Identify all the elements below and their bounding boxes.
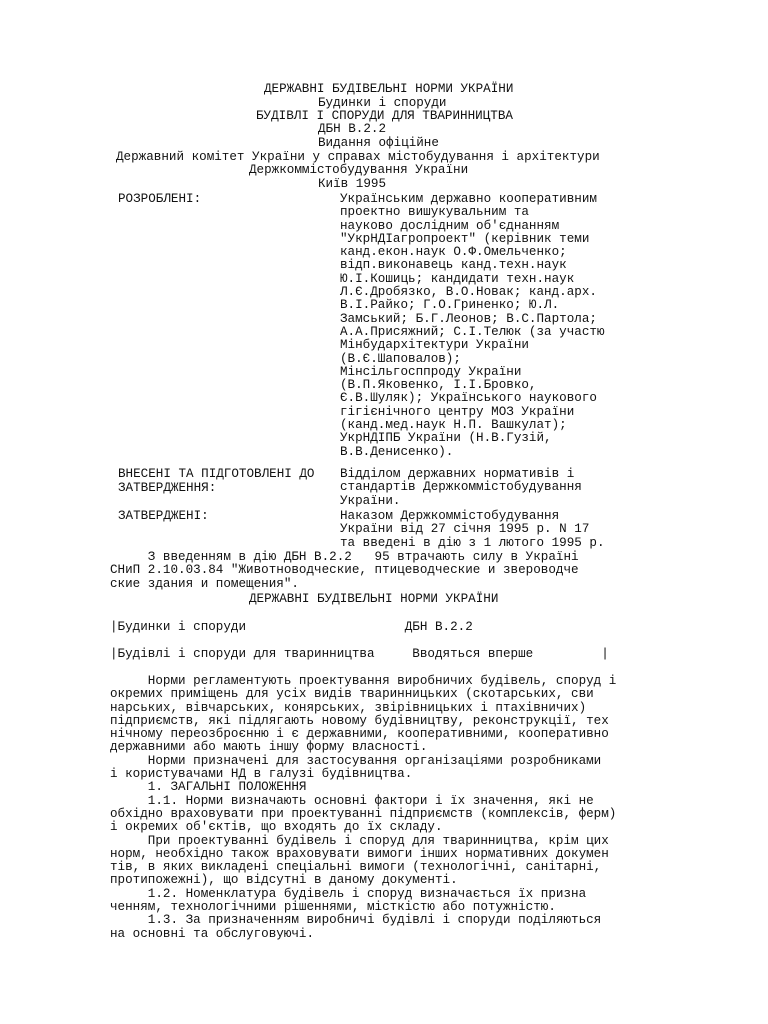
- body-line: Норми регламентують проектування виробничих будівель, споруд і: [110, 674, 617, 688]
- developers-label: РОЗРОБЛЕНІ:: [118, 192, 202, 206]
- approved-line: України від 27 січня 1995 р. N 17: [340, 522, 590, 537]
- body-line: окремих приміщень для усіх видів тваринницьких (скотарських, сви: [110, 687, 594, 702]
- developers-line: Є.В.Шуляк); Українського наукового: [340, 391, 597, 406]
- body-line: норм, необхідно також враховувати вимоги інших нормативних докумен: [110, 846, 609, 861]
- developers-line: В.В.Денисенко).: [340, 444, 454, 459]
- body-line: обхідно враховувати при проектуванні підприємств (комплексів, ферм): [110, 806, 617, 821]
- developers-line: Українським державно кооперативним: [340, 192, 597, 206]
- submitted-label-2: ЗАТВЕРДЖЕННЯ:: [118, 481, 217, 495]
- body-line: підприємств, які підлягають новому будівництву, реконструкції, тех: [110, 713, 609, 728]
- body-line: 1.2. Номенклатура будівель і споруд визначається їх призна: [110, 886, 587, 901]
- section-heading: 1. ЗАГАЛЬНІ ПОЛОЖЕННЯ: [110, 780, 307, 795]
- body-line: Норми призначені для застосування організаціями розробниками: [110, 753, 602, 768]
- developers-line: гігієнічного центру МОЗ України: [340, 404, 575, 419]
- submitted-label-1: ВНЕСЕНІ ТА ПІДГОТОВЛЕНІ ДО: [118, 467, 315, 481]
- developers-line: (канд.мед.наук Н.П. Вашкулат);: [340, 418, 567, 433]
- replacement-line: СНиП 2.10.03.84 "Животноводческие, птицеводческие и звероводче: [110, 563, 579, 578]
- replacement-line: З введенням в дію ДБН В.2.2 95 втрачають силу в Україні: [110, 550, 579, 564]
- developers-block: [340, 193, 605, 459]
- replacement-note: [110, 551, 579, 591]
- submitted-line: України.: [340, 493, 401, 508]
- submitted-line: Відділом державних нормативів і: [340, 467, 575, 481]
- document-subtitle: Будинки і споруди: [318, 96, 447, 110]
- submitted-line: стандартів Держкоммістобудування: [340, 480, 582, 495]
- developers-line: Замський; Б.Г.Леонов; В.С.Партола;: [340, 311, 597, 326]
- submitted-block: [340, 468, 582, 508]
- committee-line-1: Державний комітет України у справах містобудування і архітектури: [116, 150, 600, 164]
- body-text: [110, 675, 616, 941]
- table-row-buildings: |Будинки і споруди ДБН В.2.2: [110, 620, 473, 634]
- developers-line: Мінсільгосппроду України: [340, 364, 522, 379]
- approved-line: Наказом Держкоммістобудування: [340, 509, 560, 523]
- table-row-livestock: |Будівлі і споруди для тваринництва Вводяться вперше |: [110, 647, 609, 661]
- developers-line: проектно вишукувальним та: [340, 205, 529, 220]
- developers-line: УкрНДІПБ України (Н.В.Гузій,: [340, 431, 552, 446]
- developers-line: Мінбудархітектури України: [340, 338, 529, 353]
- developers-line: "УкрНДІагропроект" (керівник теми: [340, 231, 590, 246]
- developers-line: В.І.Райко; Г.О.Гриненко; Ю.Л.: [340, 298, 560, 313]
- body-line: протипожежні), що відсутні в даному документі.: [110, 873, 458, 888]
- committee-line-2: Держкоммістобудування України: [249, 163, 469, 177]
- developers-line: А.А.Присяжний; С.І.Телюк (за участю: [340, 324, 605, 339]
- document-title: ДЕРЖАВНІ БУДІВЕЛЬНІ НОРМИ УКРАЇНИ: [264, 82, 514, 96]
- replacement-line: ские здания и помещения".: [110, 576, 299, 591]
- developers-line: науково дослідним об'єднанням: [340, 218, 560, 233]
- developers-line: (В.Є.Шаповалов);: [340, 351, 461, 366]
- developers-line: канд.екон.наук О.Ф.Омельченко;: [340, 245, 567, 260]
- approved-label: ЗАТВЕРДЖЕНІ:: [118, 509, 209, 523]
- body-line: тів, в яких викладені спеціальні вимоги (технологічні, санітарні,: [110, 860, 602, 875]
- body-line: державними або мають іншу форму власності.: [110, 740, 428, 755]
- developers-line: відп.виконавець канд.техн.наук: [340, 258, 567, 273]
- edition-label: Видання офіційне: [318, 136, 439, 150]
- body-line: нарських, вівчарських, конярських, звірівницьких і птахівничих): [110, 700, 587, 715]
- body-line: нічному переозброєнню і є державними, кооперативними, кооперативно: [110, 727, 609, 742]
- approved-block: [340, 510, 605, 550]
- developers-line: (В.П.Яковенко, І.І.Бровко,: [340, 378, 537, 393]
- body-line: 1.3. За призначенням виробничі будівлі і споруди поділяються: [110, 913, 602, 928]
- approved-line: та введені в дію з 1 лютого 1995 р.: [340, 535, 605, 550]
- body-line: на основні та обслуговуючі.: [110, 926, 315, 941]
- city-year: Київ 1995: [318, 177, 387, 191]
- body-line: При проектуванні будівель і споруд для тваринництва, крім цих: [110, 833, 609, 848]
- developers-line: Л.Є.Дробязко, В.О.Новак; канд.арх.: [340, 285, 597, 300]
- body-line: ченням, технологічними рішеннями, місткістю або потужністю.: [110, 900, 556, 915]
- document-code: ДБН В.2.2: [318, 122, 387, 136]
- developers-line: Ю.І.Кошиць; кандидати техн.наук: [340, 271, 575, 286]
- body-line: і окремих об'єктів, що входять до їх складу.: [110, 820, 443, 835]
- second-title: ДЕРЖАВНІ БУДІВЕЛЬНІ НОРМИ УКРАЇНИ: [249, 592, 499, 606]
- document-name: БУДІВЛІ І СПОРУДИ ДЛЯ ТВАРИННИЦТВА: [256, 109, 513, 123]
- body-line: і користувачами НД в галузі будівництва.: [110, 767, 413, 782]
- body-line: 1.1. Норми визначають основні фактори і їх значення, які не: [110, 793, 594, 808]
